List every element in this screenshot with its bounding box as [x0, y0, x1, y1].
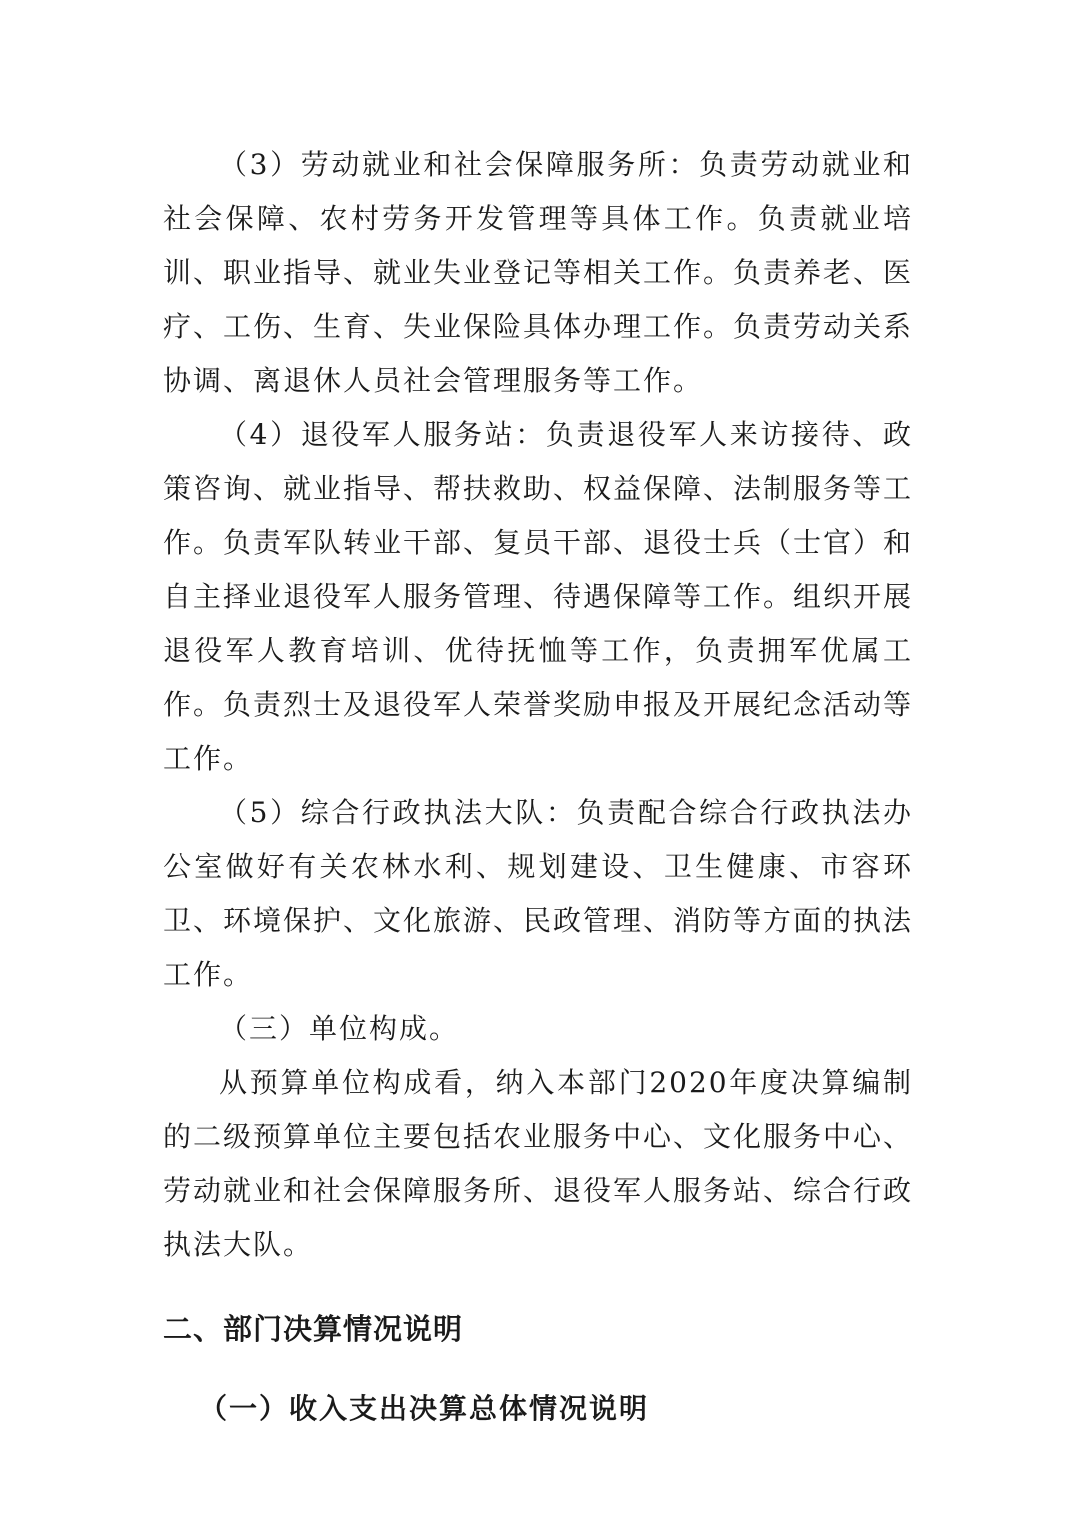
paragraph-labor-employment: （3）劳动就业和社会保障服务所：负责劳动就业和社会保障、农村劳务开发管理等具体工作。负责就业培训、职业指导、就业失业登记等相关工作。负责养老、医疗、工伤、生育、失业保险具体办理工作。负责劳动关系协调、离退休人员社会管理服务等工作。	[163, 148, 914, 397]
paragraph-law-enforcement: （5）综合行政执法大队：负责配合综合行政执法办公室做好有关农林水利、规划建设、卫生健康、市容环卫、环境保护、文化旅游、民政管理、消防等方面的执法工作。	[163, 796, 914, 991]
unit-composition-paragraph: 从预算单位构成看，纳入本部门2020年度决算编制的二级预算单位主要包括农业服务中心、文化服务中心、劳动就业和社会保障服务所、退役军人服务站、综合行政执法大队。	[163, 1066, 914, 1261]
paragraph-veterans-service: （4）退役军人服务站：负责退役军人来访接待、政策咨询、就业指导、帮扶救助、权益保障、法制服务等工作。负责军队转业干部、复员干部、退役士兵（士官）和自主择业退役军人服务管理、待遇保障等工作。组织开展退役军人教育培训、优待抚恤等工作，负责拥军优属工作。负责烈士及退役军人荣誉奖励申报及开展纪念活动等工作。	[163, 418, 914, 775]
unit-composition-heading: （三）单位构成。	[219, 1012, 460, 1045]
section-heading: 二、部门决算情况说明	[163, 1312, 464, 1346]
subsection-heading: （一）收入支出决算总体情况说明	[199, 1392, 650, 1425]
document-body	[163, 138, 913, 1436]
